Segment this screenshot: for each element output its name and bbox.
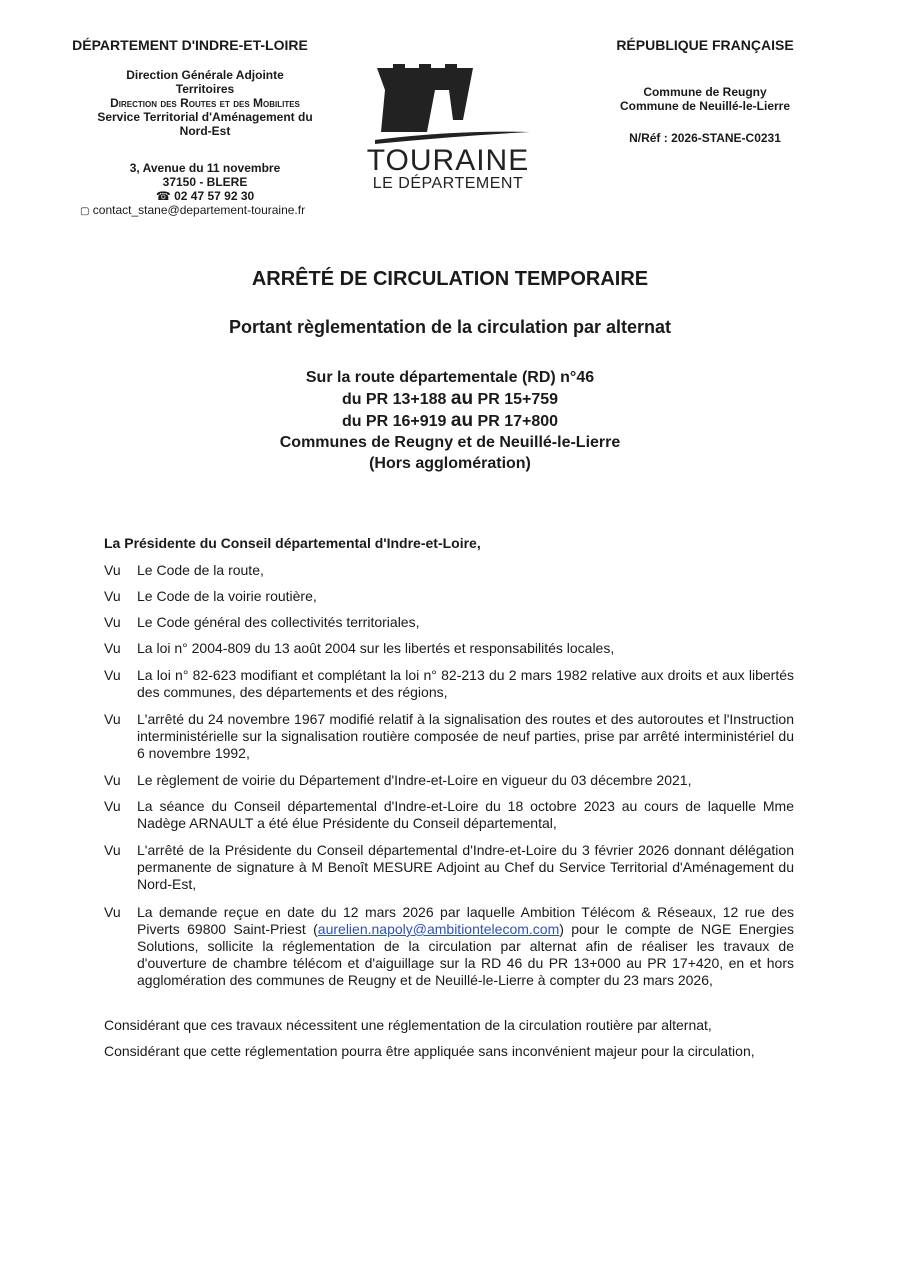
vu-label: Vu bbox=[104, 588, 121, 604]
applicant-email-link[interactable]: aurelien.napoly@ambitiontelecom.com bbox=[317, 921, 560, 937]
communes-line: Communes de Reugny et de Neuillé-le-Lierre bbox=[279, 434, 621, 451]
republic-title: RÉPUBLIQUE FRANÇAISE bbox=[616, 37, 794, 53]
service-line-2: Nord-Est bbox=[179, 124, 231, 138]
pr1-to: PR 15+759 bbox=[477, 391, 559, 408]
address-line-2: 37150 - BLERE bbox=[162, 175, 248, 189]
department-title: DÉPARTEMENT D'INDRE-ET-LOIRE bbox=[72, 37, 308, 53]
vu-item bbox=[104, 640, 794, 657]
pr-range-1 bbox=[0, 388, 900, 410]
vu-item bbox=[104, 562, 794, 579]
route-block bbox=[0, 367, 900, 474]
phone-line bbox=[70, 189, 340, 203]
phone-icon: ☎ bbox=[155, 189, 171, 203]
vu-item bbox=[104, 667, 794, 701]
mail-icon: ▢ bbox=[80, 206, 90, 217]
vu-item bbox=[104, 711, 794, 762]
contact-email[interactable]: contact_stane@departement-touraine.fr bbox=[92, 203, 306, 217]
vu-text: La loi n° 82-623 modifiant et complétant la loi n° 82-213 du 2 mars 1982 relative aux droits et aux libertés des communes, des départements et des régions, bbox=[137, 667, 794, 700]
direction-line-1: Direction Générale Adjointe bbox=[126, 68, 284, 82]
vu-text: Le Code général des collectivités territoriales, bbox=[137, 614, 420, 630]
vu-item bbox=[104, 842, 794, 893]
vu-label: Vu bbox=[104, 798, 121, 814]
considerant-2: Considérant que cette réglementation pourra être appliquée sans inconvénient majeur pour la circulation, bbox=[104, 1043, 755, 1059]
vu-label: Vu bbox=[104, 614, 121, 630]
address-line-1: 3, Avenue du 11 novembre bbox=[129, 161, 281, 175]
vu-text: L'arrêté du 24 novembre 1967 modifié relatif à la signalisation des routes et des autoroutes et l'Instruction interministérielle sur la signalisation routière composée de neuf parties, prise par arrêté interministériel du 6 novembre 1992, bbox=[137, 711, 794, 761]
pr1-from: du PR 13+188 bbox=[341, 391, 447, 408]
direction-line-2: Territoires bbox=[175, 82, 235, 96]
pr2-au: au bbox=[450, 410, 474, 431]
pr-range-2 bbox=[0, 410, 900, 432]
email-line bbox=[80, 203, 305, 217]
president-line: La Présidente du Conseil départemental d'Indre-et-Loire, bbox=[104, 535, 481, 551]
vu-label: Vu bbox=[104, 667, 121, 683]
route-line: Sur la route départementale (RD) n°46 bbox=[305, 369, 595, 386]
vu-text: La séance du Conseil départemental d'Indre-et-Loire du 18 octobre 2023 au cours de laquelle Mme Nadège ARNAULT a été élue Présidente du Conseil départemental, bbox=[137, 798, 794, 831]
hors-agglomeration: (Hors agglomération) bbox=[369, 455, 531, 472]
vu-label: Vu bbox=[104, 640, 121, 656]
vu-item bbox=[104, 614, 794, 631]
pr2-to: PR 17+800 bbox=[477, 413, 559, 430]
vu-text-request bbox=[137, 904, 794, 989]
pr2-from: du PR 16+919 bbox=[341, 413, 447, 430]
document-title: ARRÊTÉ DE CIRCULATION TEMPORAIRE bbox=[251, 268, 649, 290]
service-line-1: Service Territorial d'Aménagement du bbox=[97, 110, 313, 124]
reference-number: N/Réf : 2026-STANE-C0231 bbox=[629, 131, 781, 145]
logo-subtitle: LE DÉPARTEMENT bbox=[372, 175, 524, 192]
document-subtitle: Portant règlementation de la circulation par alternat bbox=[228, 317, 672, 337]
vu-item bbox=[104, 904, 794, 989]
vu-text: Le règlement de voirie du Département d'Indre-et-Loire en vigueur du 03 décembre 2021, bbox=[137, 772, 692, 788]
vu-label: Vu bbox=[104, 711, 121, 727]
communes-block bbox=[600, 85, 810, 113]
vu-label: Vu bbox=[104, 904, 121, 920]
direction-block bbox=[70, 68, 340, 138]
vu-text: Le Code de la voirie routière, bbox=[137, 588, 317, 604]
considerant-1: Considérant que ces travaux nécessitent une réglementation de la circulation routière par alternat, bbox=[104, 1017, 712, 1033]
vu-label: Vu bbox=[104, 842, 121, 858]
request-text-before: La demande reçue en date du 12 mars 2026 par laquelle Ambition Télécom & Réseaux, 12 rue des Piverts 69800 Saint-Priest ( bbox=[137, 904, 794, 937]
commune-2: Commune de Neuillé-le-Lierre bbox=[619, 99, 791, 113]
vu-text: La loi n° 2004-809 du 13 août 2004 sur les libertés et responsabilités locales, bbox=[137, 640, 615, 656]
phone-number: 02 47 57 92 30 bbox=[174, 189, 255, 203]
vu-text: L'arrêté de la Présidente du Conseil départemental d'Indre-et-Loire du 3 février 2026 donnant délégation permanente de signature à M Benoît MESURE Adjoint au Chef du Service Territorial d'Aménagement du Nord-Est, bbox=[137, 842, 794, 892]
pr1-au: au bbox=[450, 388, 474, 409]
address-block bbox=[70, 161, 340, 203]
direction-routes: Direction des Routes et des Mobilites bbox=[110, 96, 300, 110]
vu-label: Vu bbox=[104, 772, 121, 788]
request-text-after: ) pour le compte de NGE Energies Solutions, sollicite la réglementation de la circulation par alternat afin de réaliser les travaux de d'ouverture de chambre télécom et d'aiguillage sur la RD 46 du PR 13+000 au PR 17+420, en et hors agglomération des communes de Reugny et de Neuillé-le-Lierre à compter du 23 mars 2026, bbox=[137, 921, 795, 988]
logo-name: TOURAINE bbox=[366, 144, 530, 177]
vu-item bbox=[104, 798, 794, 832]
vu-label: Vu bbox=[104, 562, 121, 578]
vu-item bbox=[104, 772, 794, 789]
commune-1: Commune de Reugny bbox=[643, 85, 767, 99]
vu-item bbox=[104, 588, 794, 605]
vu-text: Le Code de la route, bbox=[137, 562, 264, 578]
